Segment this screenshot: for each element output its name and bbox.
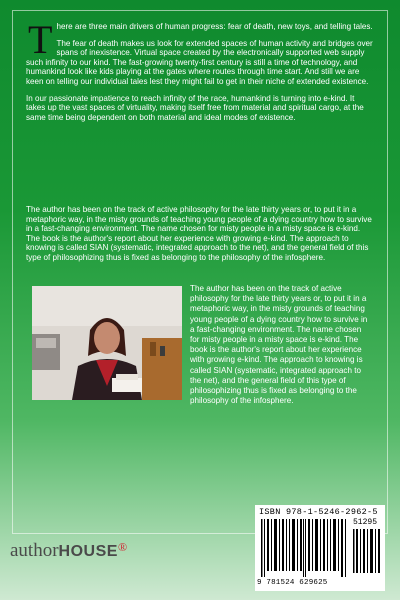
intro-paragraph-2: The fear of death makes us look for extended spaces of human activity and bridges over spans of inexistence. Virtual space created by the electronically supported web supply such infinity to our kind. The fast-growing twenty-first century is still a time of technology, and humankind look like kids playing at the gates where routes through time start. And still we are keen on telling our individual tales lest they might fail to get in their niche of extended existence.: [26, 38, 373, 86]
barcode-box: [255, 505, 385, 591]
bio-paragraph: The author has been on the track of active philosophy for the late thirty years or, to put it in a metaphoric way, in the misty grounds of teaching young people of a dying country how to survive in a fast-changing environment. The name chosen for misty people in a misty space is e-kind. The book is the author's report about her experience with growing e-kind. The approach to knowing is called SIAN (systematic, integrated approach to the net), and the general field of this type of philosophizing thus is fixed as belonging to the philosophy of the infosphere.: [190, 284, 368, 406]
publisher-logo: [10, 540, 127, 562]
author-photo: [32, 286, 182, 400]
intro-paragraph-3: In our passionate impatience to reach infinity of the race, humankind is turning into e-kind. It takes up the vast spaces of virtuality, making itself free from material and spiritual cargo, at the same time being dependent on both material and ideal modes of existence.: [26, 93, 364, 122]
publisher-logo-author: author: [10, 540, 59, 561]
author-paragraph: The author has been on the track of active philosophy for the late thirty years or, to put it in a metaphoric way, in the misty grounds of teaching young people of a dying country how to survive in a fast-changing environment. The name chosen for misty people in a misty space is e-kind. The book is the author's report about her experience with growing e-kind. The approach to knowing is called SIAN (systematic, integrated approach to the net), and the general field of this type of philosophizing thus is fixed as belonging to the philosophy of the infosphere.: [26, 205, 372, 262]
registered-mark: ®: [117, 540, 128, 554]
author-photo-illustration: [32, 286, 182, 400]
intro-paragraph-1: There are three main drivers of human progress: fear of death, new toys, and telling tales.: [28, 17, 373, 62]
ean-barcode: [261, 519, 347, 577]
drop-cap: T: [28, 17, 53, 62]
isbn-label: ISBN 978-1-5246-2962-5: [259, 507, 378, 517]
price-code: 51295: [353, 518, 378, 527]
publisher-logo-house: HOUSE: [58, 543, 118, 560]
intro-text-block: [26, 17, 374, 129]
ean-digits: 9 781524 629625: [257, 579, 328, 587]
price-barcode: [353, 529, 381, 573]
